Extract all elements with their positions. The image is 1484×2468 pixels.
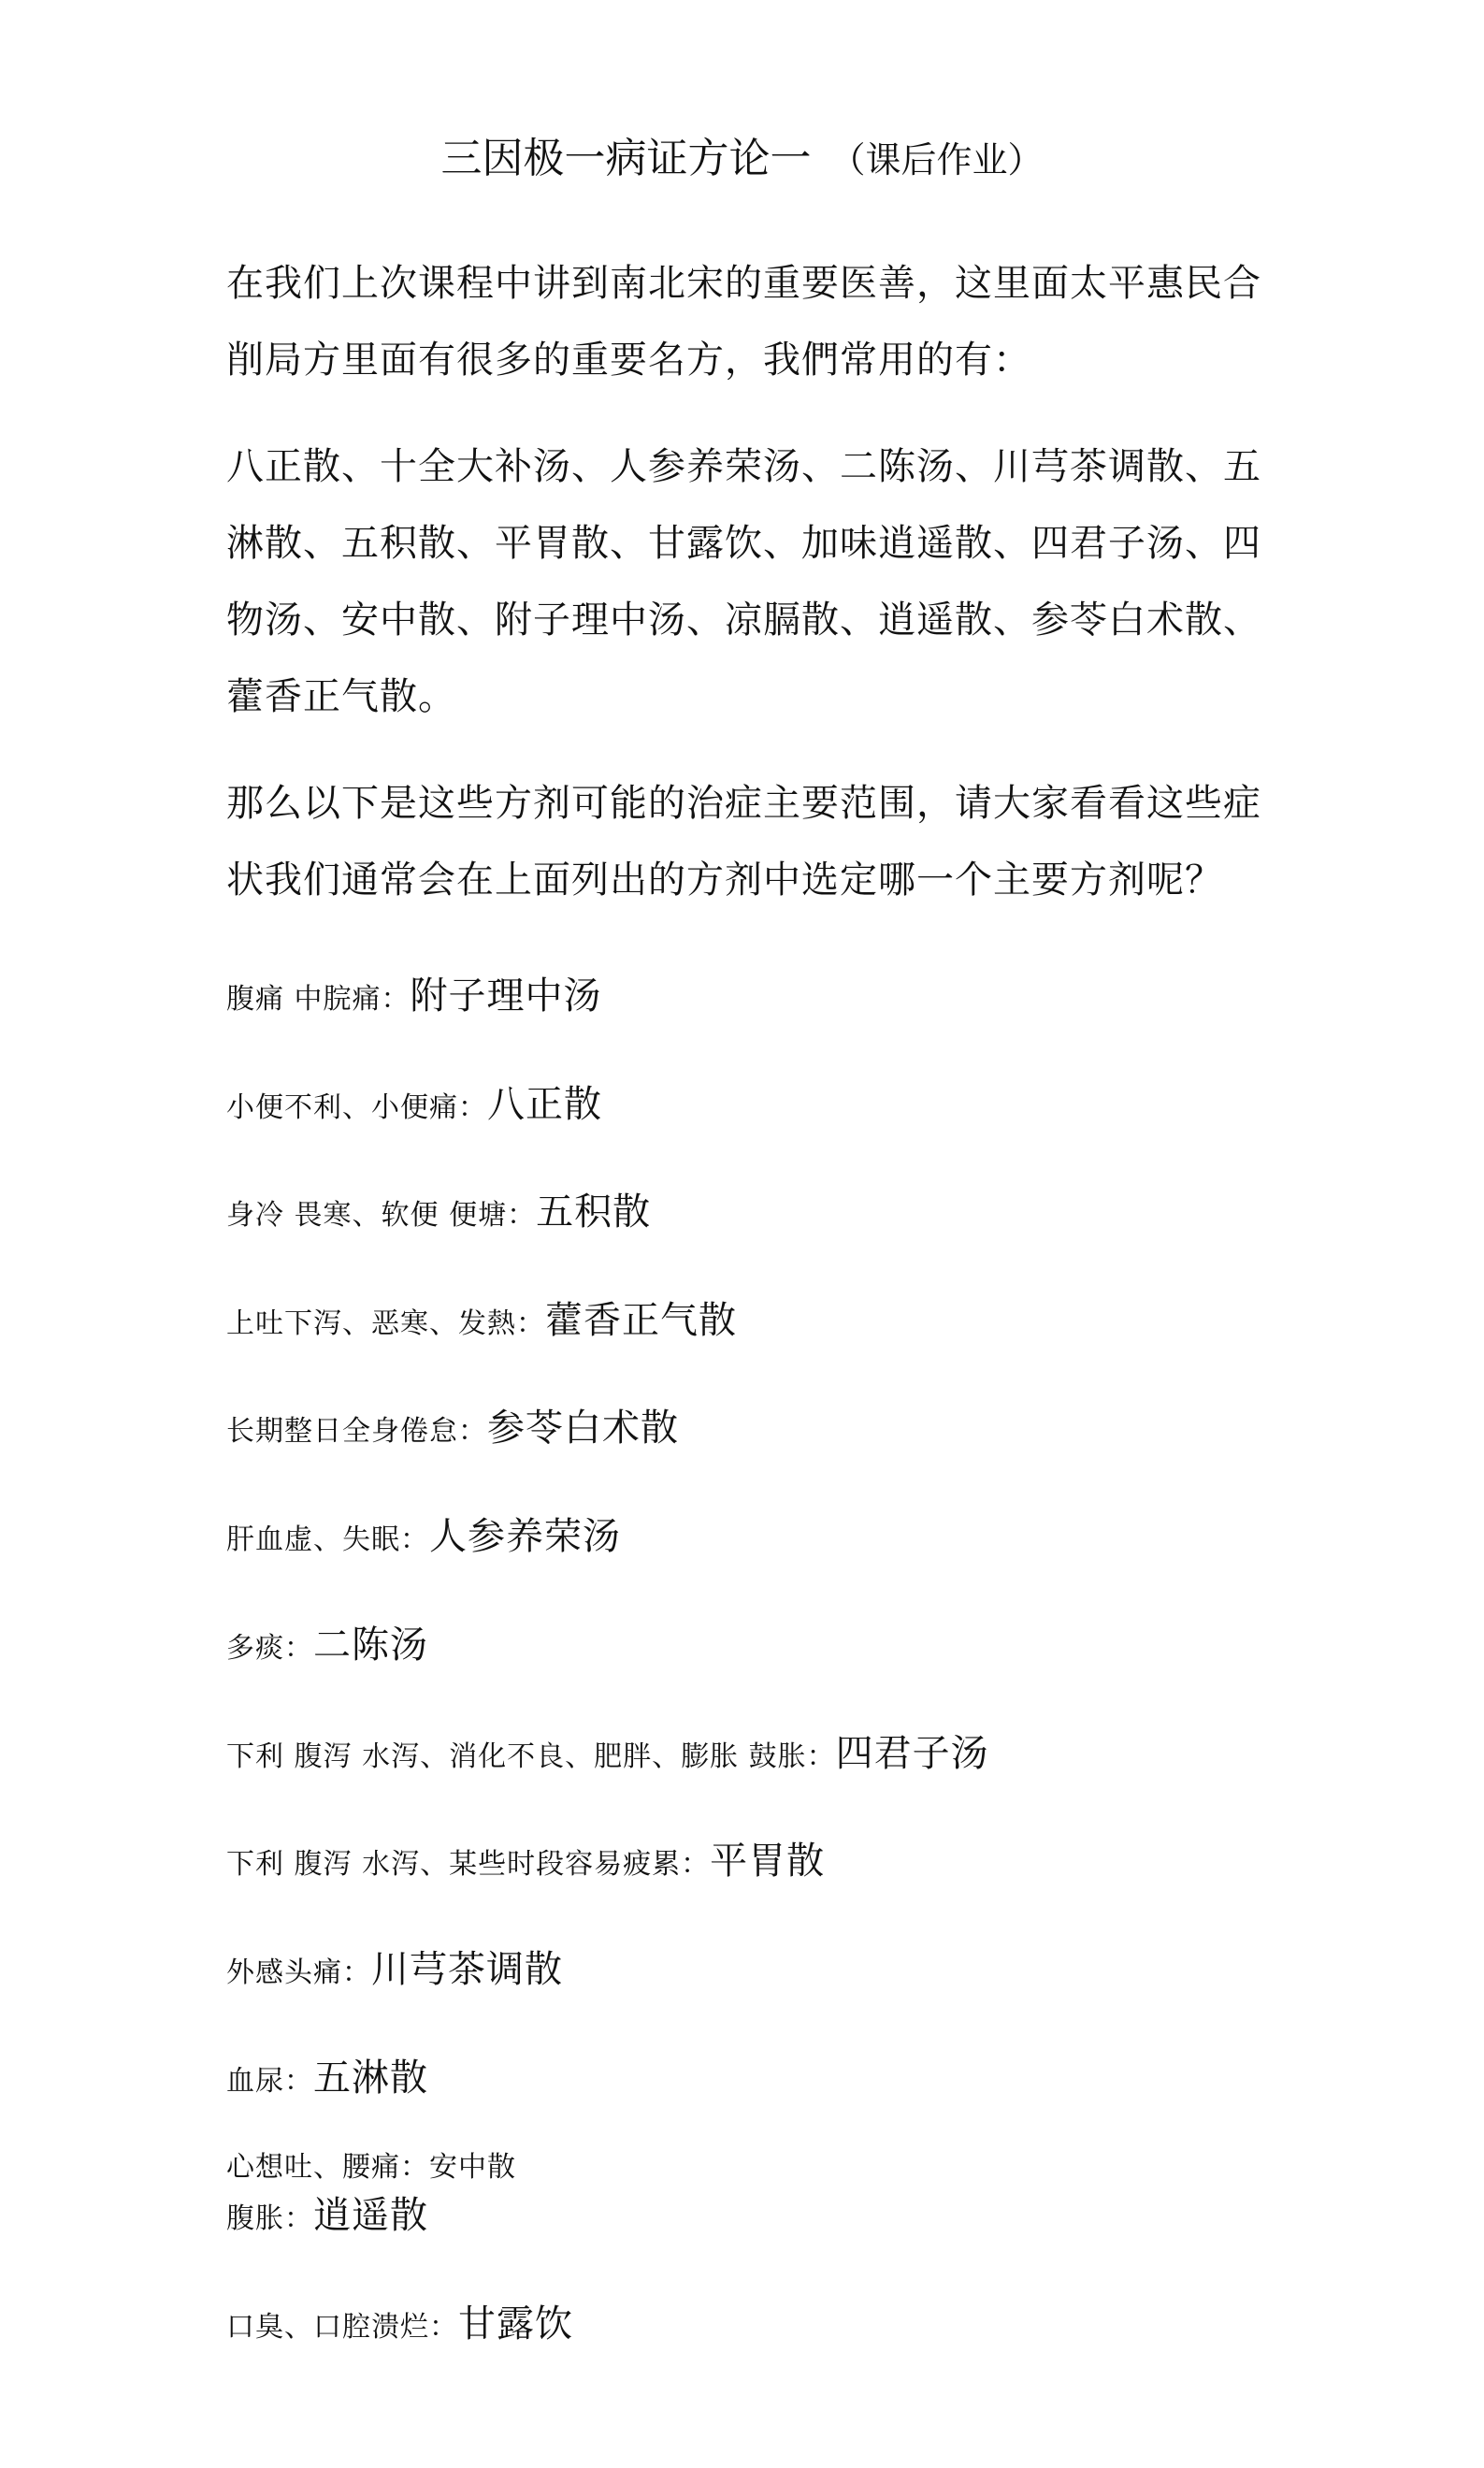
answer-formula: 藿香正气散 — [545, 1299, 737, 1342]
answer-formula: 人参养荣汤 — [429, 1515, 621, 1558]
answer-formula: 川芎茶调散 — [371, 1948, 563, 1991]
answer-symptoms: 多痰： — [226, 1632, 313, 1665]
answer-formula: 逍遥散 — [313, 2194, 428, 2237]
answer-symptoms: 口臭、口腔溃烂： — [226, 2311, 458, 2344]
answer-symptoms: 上吐下泻、恶寒、发熱： — [226, 1307, 545, 1340]
intro-paragraph: 在我们上次课程中讲到南北宋的重要医善，这里面太平惠民合削局方里面有很多的重要名方，我們常用的有： — [226, 262, 1261, 382]
answer-item — [226, 1405, 679, 1459]
answer-formula: 五积散 — [536, 1191, 652, 1234]
answer-symptoms: 外感头痛： — [226, 1956, 371, 1989]
answer-formula: 参苓白术散 — [487, 1407, 679, 1450]
formula-list-paragraph: 八正散、十全大补汤、人参养荣汤、二陈汤、川芎茶调散、五淋散、五积散、平胃散、甘露饮、加味逍遥散、四君子汤、四物汤、安中散、附子理中汤、凉膈散、逍遥散、参苓白术散、藿香正气散。 — [226, 445, 1261, 718]
answer-item — [226, 1946, 563, 2000]
answer-item — [226, 1297, 737, 1351]
question-paragraph: 那么以下是这些方剂可能的治症主要范围，请大家看看这些症状我们通常会在上面列出的方剂中选定哪一个主要方剂呢？ — [226, 782, 1261, 902]
title-text: 三因极一病证方论一 — [440, 135, 812, 182]
answer-formula: 八正散 — [487, 1083, 602, 1126]
answer-symptoms: 腹痛 中脘痛： — [226, 983, 411, 1016]
answer-item — [226, 973, 602, 1027]
answer-formula: 甘露饮 — [458, 2302, 573, 2345]
answer-symptoms: 下利 腹泻 水泻、消化不良、肥胖、膨胀 鼓胀： — [226, 1740, 836, 1773]
answer-symptoms: 腹胀： — [226, 2202, 313, 2235]
document-title — [0, 131, 1484, 188]
answer-item — [226, 1730, 989, 1784]
answer-symptoms: 长期整日全身倦怠： — [226, 1415, 487, 1448]
answer-formula: 五淋散 — [313, 2057, 428, 2100]
answer-symptoms: 血尿： — [226, 2065, 313, 2098]
answer-item — [226, 1622, 428, 1676]
title-subtitle: （课后作业） — [829, 139, 1044, 180]
answer-symptoms: 肝血虚、失眠： — [226, 1523, 429, 1556]
answer-symptoms: 小便不利、小便痛： — [226, 1091, 487, 1124]
answer-item — [226, 2192, 428, 2246]
answer-item — [226, 1838, 825, 1892]
answer-item — [226, 1081, 602, 1135]
answer-formula: 二陈汤 — [313, 1624, 428, 1667]
answer-item — [226, 2055, 428, 2109]
answer-item — [226, 2144, 516, 2195]
answer-item — [226, 2301, 573, 2355]
answer-formula: 附子理中汤 — [410, 974, 602, 1018]
answer-symptoms: 下利 腹泻 水泻、某些时段容易疲累： — [226, 1848, 711, 1881]
answer-item — [226, 1189, 651, 1243]
answer-symptoms: 身冷 畏寒、软便 便塘： — [226, 1199, 537, 1232]
answer-formula: 安中散 — [429, 2151, 516, 2184]
answer-symptoms: 心想吐、腰痛： — [226, 2151, 429, 2184]
answer-item — [226, 1513, 621, 1567]
answer-formula: 平胃散 — [710, 1840, 826, 1883]
answer-formula: 四君子汤 — [835, 1732, 989, 1775]
